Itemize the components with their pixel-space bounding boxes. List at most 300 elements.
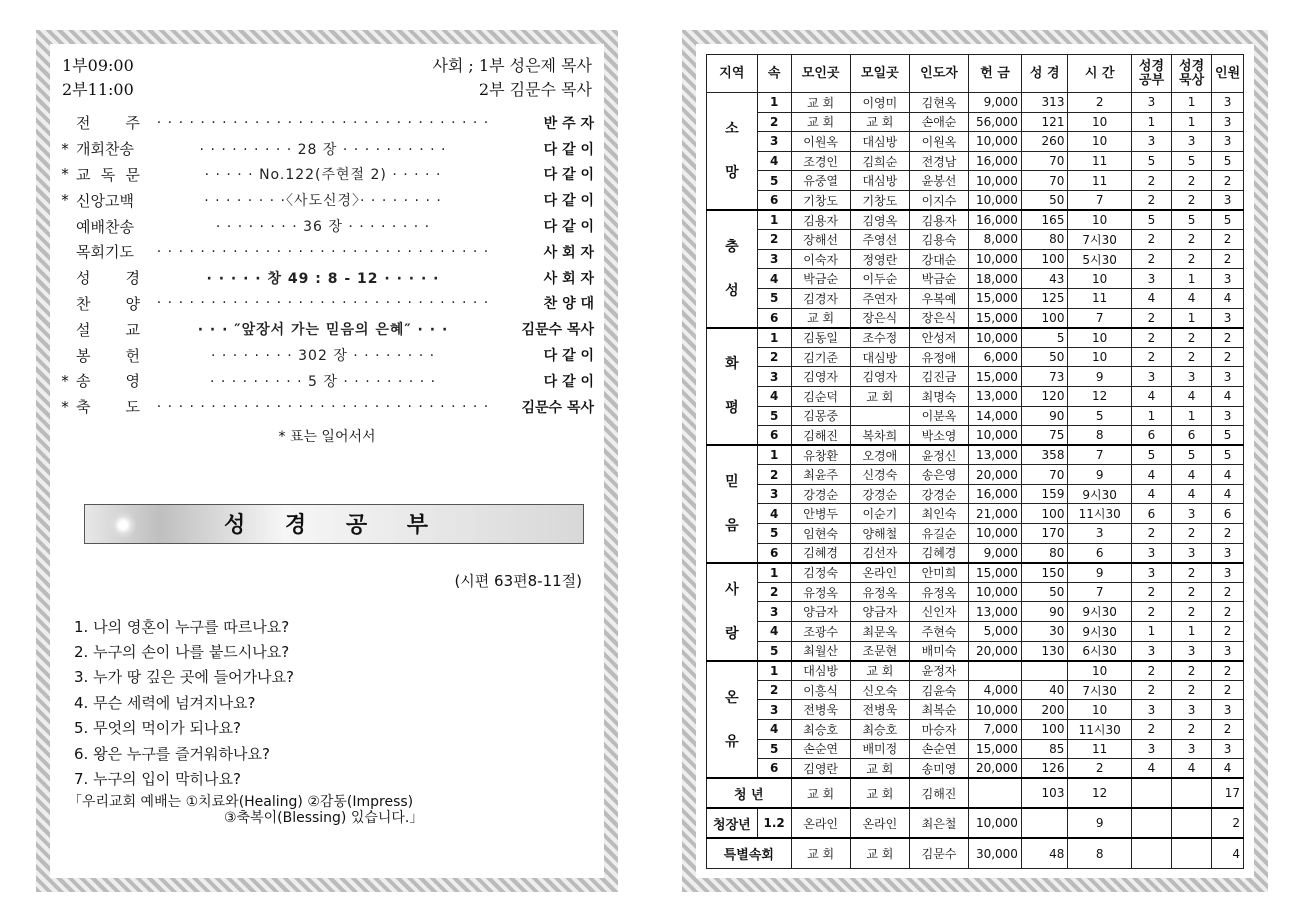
order-row	[60, 316, 594, 342]
data-cell: 박금순	[791, 269, 850, 289]
data-cell: 50	[1021, 347, 1068, 367]
sok-cell: 1	[757, 563, 791, 583]
data-cell: 6	[1131, 504, 1171, 524]
data-cell: 주연자	[850, 288, 909, 308]
order-item-content: · · · · · · · · · · · · · · · · · · · · · · · · · · · · · · ·	[156, 398, 490, 415]
data-cell: 9,000	[969, 93, 1022, 113]
order-item-title: 신앙고백	[76, 191, 134, 210]
data-cell: 5	[1212, 426, 1244, 446]
table-row	[707, 524, 1244, 544]
column-header: 헌 금	[969, 55, 1022, 93]
data-cell: 2	[1172, 524, 1212, 544]
data-cell: 전병욱	[791, 700, 850, 720]
order-item-title: 교 독 문	[76, 165, 140, 184]
data-cell: 김영자	[850, 367, 909, 387]
order-item-title: 설 교	[76, 320, 140, 339]
sok-cell: 1	[757, 210, 791, 230]
service-time-1: 1부09:00	[62, 56, 134, 75]
data-cell: 9시30	[1068, 602, 1131, 622]
data-cell: 조광수	[791, 622, 850, 642]
data-cell: 최명숙	[909, 386, 968, 406]
data-cell: 3	[1212, 112, 1244, 132]
data-cell	[1021, 661, 1068, 681]
order-row	[60, 136, 594, 162]
table-row	[707, 112, 1244, 132]
column-header: 모인곳	[791, 55, 850, 93]
sok-cell: 2	[757, 112, 791, 132]
data-cell: 260	[1021, 132, 1068, 152]
data-cell: 8	[1068, 426, 1131, 446]
data-cell: 5	[1212, 210, 1244, 230]
data-cell: 4	[1131, 288, 1171, 308]
sok-cell: 2	[757, 465, 791, 485]
data-cell	[1131, 808, 1171, 838]
table-row	[707, 288, 1244, 308]
data-cell: 10	[1068, 132, 1131, 152]
bible-study-title: 성 경 공 부	[224, 513, 444, 539]
data-cell: 18,000	[969, 269, 1022, 289]
data-cell: 김경자	[791, 288, 850, 308]
sok-cell: 5	[757, 641, 791, 661]
order-row	[60, 394, 594, 420]
sok-cell: 6	[757, 759, 791, 779]
table-row	[707, 759, 1244, 779]
table-row	[707, 680, 1244, 700]
order-row	[60, 265, 594, 291]
data-cell: 100	[1021, 720, 1068, 740]
column-header: 지역	[707, 55, 758, 93]
question-item: 3. 누가 땅 깊은 곳에 들어가나요?	[74, 668, 294, 687]
column-header: 성 경	[1021, 55, 1068, 93]
scripture-reference: (시편 63편8-11절)	[454, 571, 582, 590]
data-cell: 최인숙	[909, 504, 968, 524]
table-row	[707, 93, 1244, 113]
data-cell: 3	[1212, 93, 1244, 113]
data-cell: 11	[1068, 151, 1131, 171]
sok-cell: 5	[757, 171, 791, 191]
special-row	[707, 808, 1244, 838]
data-cell: 유창환	[791, 445, 850, 465]
data-cell: 정영란	[850, 249, 909, 269]
data-cell: 70	[1021, 171, 1068, 191]
data-cell: 20,000	[969, 465, 1022, 485]
data-cell: 2	[1172, 582, 1212, 602]
data-cell: 11시30	[1068, 720, 1131, 740]
order-item-leader: 다 같 이	[543, 348, 594, 365]
data-cell: 3	[1212, 367, 1244, 387]
data-cell: 2	[1131, 680, 1171, 700]
data-cell: 조수정	[850, 328, 909, 348]
data-cell: 100	[1021, 308, 1068, 328]
data-cell: 80	[1021, 230, 1068, 250]
data-cell: 130	[1021, 641, 1068, 661]
region-cell: 소 망	[707, 93, 758, 211]
data-cell: 주현숙	[909, 622, 968, 642]
data-cell: 2	[1172, 347, 1212, 367]
data-cell: 손애순	[909, 112, 968, 132]
data-cell: 기창도	[850, 190, 909, 210]
order-item-title: 송 영	[76, 372, 140, 391]
data-cell: 9시30	[1068, 484, 1131, 504]
sok-cell: 4	[757, 269, 791, 289]
table-row	[707, 720, 1244, 740]
data-cell: 2	[1131, 328, 1171, 348]
data-cell: 3	[1212, 543, 1244, 563]
data-cell: 2	[1131, 582, 1171, 602]
data-cell: 김용숙	[909, 230, 968, 250]
table-row	[707, 210, 1244, 230]
special-row-label: 청 년	[707, 778, 792, 808]
data-cell: 6	[1068, 543, 1131, 563]
data-cell: 이숙자	[791, 249, 850, 269]
data-cell: 김용자	[791, 210, 850, 230]
table-row	[707, 445, 1244, 465]
order-item-leader: 김문수 목사	[521, 322, 594, 339]
data-cell	[1131, 838, 1171, 868]
data-cell: 김영란	[791, 759, 850, 779]
data-cell: 2	[1212, 230, 1244, 250]
question-item: 7. 누구의 입이 막히나요?	[74, 769, 241, 788]
data-cell: 7시30	[1068, 680, 1131, 700]
order-row	[60, 239, 594, 265]
data-cell: 유길순	[909, 524, 968, 544]
data-cell: 2	[1131, 524, 1171, 544]
data-cell: 15,000	[969, 563, 1022, 583]
data-cell: 10	[1068, 328, 1131, 348]
data-cell: 8	[1068, 838, 1131, 868]
standing-marker: *	[61, 165, 69, 184]
data-cell: 이영미	[850, 93, 909, 113]
data-cell: 13,000	[969, 602, 1022, 622]
data-cell: 교 회	[850, 759, 909, 779]
data-cell	[1172, 808, 1212, 838]
data-cell: 1	[1172, 406, 1212, 426]
data-cell: 2	[1172, 680, 1212, 700]
order-item-content: · · · · · · · · · 28 장 · · · · · · · · · ·	[199, 141, 447, 158]
sok-cell: 1	[757, 445, 791, 465]
order-item-content: · · · · · 창 49 : 8 - 12 · · · · ·	[206, 270, 440, 287]
data-cell: 2	[1131, 308, 1171, 328]
data-cell: 주영선	[850, 230, 909, 250]
data-cell: 73	[1021, 367, 1068, 387]
order-item-title: 성 경	[76, 269, 140, 288]
table-row	[707, 543, 1244, 563]
data-cell: 1	[1172, 269, 1212, 289]
table-row	[707, 406, 1244, 426]
order-item-content: · · · · · · · · 36 장 · · · · · · · ·	[215, 219, 431, 236]
data-cell: 9	[1068, 563, 1131, 583]
data-cell	[1172, 838, 1212, 868]
data-cell: 15,000	[969, 739, 1022, 759]
service-time-2: 2부11:00	[62, 80, 134, 99]
data-cell: 2	[1172, 190, 1212, 210]
data-cell: 2	[1212, 524, 1244, 544]
table-header-row	[707, 55, 1244, 93]
order-item-leader: 사 회 자	[543, 244, 594, 261]
church-motto	[68, 794, 594, 826]
data-cell: 신인자	[909, 602, 968, 622]
data-cell: 최승호	[791, 720, 850, 740]
sok-cell: 4	[757, 622, 791, 642]
data-cell: 12	[1068, 386, 1131, 406]
data-cell: 강경순	[791, 484, 850, 504]
data-cell: 3	[1212, 641, 1244, 661]
data-cell: 14,000	[969, 406, 1022, 426]
data-cell: 유정애	[909, 347, 968, 367]
data-cell: 10,000	[969, 328, 1022, 348]
motto-line-2: ③축복이(Blessing) 있습니다.」	[224, 810, 424, 827]
data-cell: 3	[1172, 543, 1212, 563]
data-cell: 3	[1131, 543, 1171, 563]
data-cell: 80	[1021, 543, 1068, 563]
order-item-leader: 다 같 이	[543, 193, 594, 210]
data-cell: 165	[1021, 210, 1068, 230]
data-cell: 2	[1212, 582, 1244, 602]
data-cell: 윤정자	[909, 661, 968, 681]
column-header: 모일곳	[850, 55, 909, 93]
data-cell: 13,000	[969, 386, 1022, 406]
data-cell: 3	[1131, 93, 1171, 113]
order-item-title: 찬 양	[76, 294, 140, 313]
data-cell: 10	[1068, 700, 1131, 720]
data-cell: 안병두	[791, 504, 850, 524]
data-cell: 10,000	[969, 808, 1022, 838]
table-row	[707, 602, 1244, 622]
sok-cell: 6	[757, 190, 791, 210]
table-row	[707, 151, 1244, 171]
data-cell: 7	[1068, 190, 1131, 210]
order-item-content: · · · · · · · · 302 장 · · · · · · · ·	[210, 348, 436, 365]
data-cell: 김영자	[791, 367, 850, 387]
order-item-title: 전 주	[76, 114, 140, 133]
data-cell: 159	[1021, 484, 1068, 504]
data-cell: 10,000	[969, 700, 1022, 720]
data-cell: 4	[1172, 484, 1212, 504]
data-cell: 125	[1021, 288, 1068, 308]
standing-marker: *	[61, 397, 69, 416]
data-cell: 김해진	[791, 426, 850, 446]
data-cell: 김해진	[909, 778, 968, 808]
order-item-leader: 사 회 자	[543, 270, 594, 287]
data-cell: 안성저	[909, 328, 968, 348]
data-cell: 유정옥	[791, 582, 850, 602]
order-list	[60, 110, 594, 420]
data-cell: 16,000	[969, 484, 1022, 504]
sok-cell: 2	[757, 230, 791, 250]
data-cell: 김동일	[791, 328, 850, 348]
data-cell: 2	[1212, 720, 1244, 740]
data-cell: 7시30	[1068, 230, 1131, 250]
special-row	[707, 778, 1244, 808]
data-cell: 온라인	[791, 808, 850, 838]
order-item-content: · · · · · · · · · · · · · · · · · · · · · · · · · · · · · · ·	[156, 243, 490, 260]
sok-cell: 1	[757, 328, 791, 348]
data-cell	[1172, 778, 1212, 808]
order-item-leader: 김문수 목사	[521, 399, 594, 416]
data-cell: 313	[1021, 93, 1068, 113]
data-cell: 3	[1172, 367, 1212, 387]
data-cell: 유중열	[791, 171, 850, 191]
data-cell: 교 회	[791, 112, 850, 132]
data-cell: 김용자	[909, 210, 968, 230]
data-cell: 교 회	[850, 838, 909, 868]
data-cell: 2	[1131, 230, 1171, 250]
data-cell: 21,000	[969, 504, 1022, 524]
data-cell: 2	[1212, 171, 1244, 191]
question-item: 6. 왕은 누구를 즐거워하나요?	[74, 744, 270, 763]
order-row	[60, 110, 594, 136]
data-cell: 손순연	[791, 739, 850, 759]
data-cell: 최은철	[909, 808, 968, 838]
data-cell: 90	[1021, 602, 1068, 622]
data-cell: 임현숙	[791, 524, 850, 544]
data-cell: 70	[1021, 465, 1068, 485]
order-of-worship-panel	[36, 30, 618, 892]
data-cell: 4	[1172, 288, 1212, 308]
data-cell: 2	[1131, 347, 1171, 367]
data-cell: 3	[1212, 190, 1244, 210]
data-cell: 3	[1131, 367, 1171, 387]
data-cell: 교 회	[850, 661, 909, 681]
attendance-table	[706, 54, 1244, 869]
sok-cell: 4	[757, 151, 791, 171]
data-cell: 10	[1068, 112, 1131, 132]
data-cell: 이순기	[850, 504, 909, 524]
question-item: 1. 나의 영혼이 누구를 따르나요?	[74, 617, 290, 636]
data-cell: 50	[1021, 582, 1068, 602]
data-cell: 10	[1068, 661, 1131, 681]
order-row	[60, 342, 594, 368]
sok-cell: 3	[757, 602, 791, 622]
data-cell: 6시30	[1068, 641, 1131, 661]
data-cell: 15,000	[969, 367, 1022, 387]
data-cell: 2	[1172, 563, 1212, 583]
data-cell: 김영옥	[850, 210, 909, 230]
data-cell: 15,000	[969, 288, 1022, 308]
table-row	[707, 739, 1244, 759]
data-cell: 3	[1212, 406, 1244, 426]
data-cell: 10,000	[969, 524, 1022, 544]
order-item-content: · · · · · · · ·〈사도신경〉· · · · · · · ·	[204, 193, 442, 210]
data-cell: 2	[1172, 230, 1212, 250]
data-cell: 200	[1021, 700, 1068, 720]
data-cell: 1	[1172, 93, 1212, 113]
data-cell: 2	[1068, 93, 1131, 113]
data-cell: 2	[1068, 759, 1131, 779]
data-cell: 안미희	[909, 563, 968, 583]
region-cell: 믿 음	[707, 445, 758, 563]
data-cell: 9	[1068, 808, 1131, 838]
data-cell: 20,000	[969, 759, 1022, 779]
data-cell: 3	[1212, 739, 1244, 759]
data-cell: 126	[1021, 759, 1068, 779]
data-cell: 최윤주	[791, 465, 850, 485]
data-cell: 오경애	[850, 445, 909, 465]
data-cell: 5	[1172, 210, 1212, 230]
data-cell: 15,000	[969, 308, 1022, 328]
data-cell: 강경순	[909, 484, 968, 504]
data-cell: 교 회	[791, 778, 850, 808]
host-1: 사회 ; 1부 성은제 목사	[432, 56, 592, 75]
data-cell: 3	[1131, 641, 1171, 661]
data-cell: 48	[1021, 838, 1068, 868]
data-cell: 5	[1131, 445, 1171, 465]
order-item-title: 개회찬송	[76, 140, 134, 159]
data-cell: 16,000	[969, 151, 1022, 171]
data-cell: 박금순	[909, 269, 968, 289]
data-cell: 10	[1068, 269, 1131, 289]
data-cell: 2	[1131, 249, 1171, 269]
data-cell: 17	[1212, 778, 1244, 808]
table-row	[707, 426, 1244, 446]
data-cell: 2	[1131, 171, 1171, 191]
order-item-leader: 다 같 이	[543, 141, 594, 158]
data-cell: 2	[1212, 249, 1244, 269]
data-cell: 6	[1172, 426, 1212, 446]
bible-study-banner	[84, 504, 584, 544]
table-row	[707, 661, 1244, 681]
data-cell: 10,000	[969, 426, 1022, 446]
order-item-content: · · · · · · · · · · · · · · · · · · · · · · · · · · · · · · ·	[156, 295, 490, 312]
data-cell: 4	[1131, 484, 1171, 504]
data-cell: 강경순	[850, 484, 909, 504]
data-cell: 배미숙	[909, 641, 968, 661]
sok-cell: 2	[757, 582, 791, 602]
data-cell: 김선자	[850, 543, 909, 563]
data-cell: 전병욱	[850, 700, 909, 720]
data-cell: 7	[1068, 308, 1131, 328]
order-item-content: · · · ″앞장서 가는 믿음의 은혜″ · · ·	[197, 322, 449, 339]
table-row	[707, 641, 1244, 661]
data-cell: 손순연	[909, 739, 968, 759]
data-cell: 10,000	[969, 190, 1022, 210]
data-cell: 11	[1068, 288, 1131, 308]
data-cell: 3	[1212, 308, 1244, 328]
data-cell: 4	[1212, 288, 1244, 308]
sok-cell: 6	[757, 308, 791, 328]
data-cell: 김희순	[850, 151, 909, 171]
data-cell: 5	[1131, 210, 1171, 230]
data-cell: 7,000	[969, 720, 1022, 740]
question-item: 5. 무엇의 먹이가 되나요?	[74, 719, 241, 738]
question-item: 2. 누구의 손이 나를 붙드시나요?	[74, 642, 290, 661]
data-cell: 10	[1068, 347, 1131, 367]
data-cell: 조경인	[791, 151, 850, 171]
data-cell: 온라인	[850, 808, 909, 838]
data-cell: 5	[1068, 406, 1131, 426]
data-cell: 11시30	[1068, 504, 1131, 524]
order-row	[60, 187, 594, 213]
table-body	[707, 93, 1244, 869]
data-cell: 9시30	[1068, 622, 1131, 642]
table-row	[707, 190, 1244, 210]
data-cell	[969, 661, 1022, 681]
order-item-content: · · · · · No.122(주현절 2) · · · · ·	[204, 167, 442, 184]
table-row	[707, 484, 1244, 504]
data-cell: 유정옥	[850, 582, 909, 602]
data-cell: 대심방	[850, 171, 909, 191]
data-cell: 11	[1068, 171, 1131, 191]
data-cell: 2	[1131, 720, 1171, 740]
data-cell: 20,000	[969, 641, 1022, 661]
data-cell: 3	[1068, 524, 1131, 544]
data-cell: 50	[1021, 190, 1068, 210]
order-item-title: 봉 헌	[76, 346, 140, 365]
data-cell: 교 회	[791, 93, 850, 113]
data-cell: 김순덕	[791, 386, 850, 406]
data-cell: 4	[1172, 386, 1212, 406]
region-cell: 화 평	[707, 328, 758, 446]
